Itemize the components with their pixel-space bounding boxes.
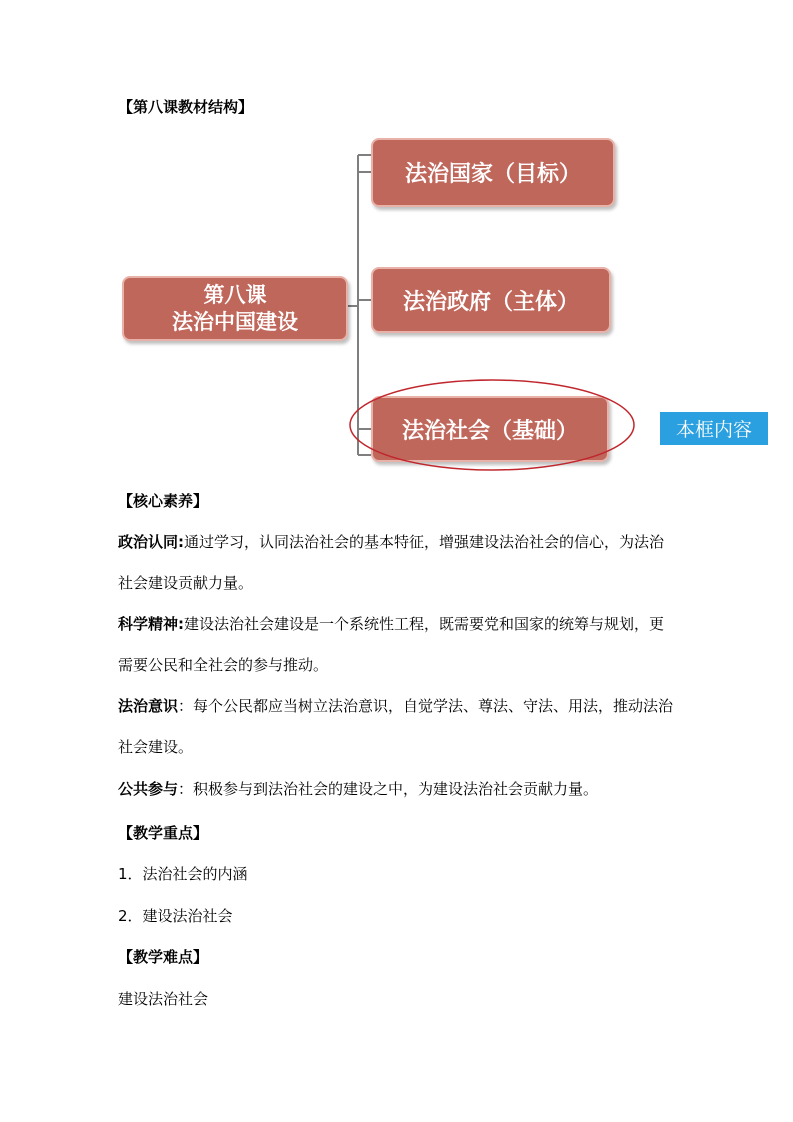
core-item-rule-of-law-awareness: [118, 686, 678, 768]
core-item-lead: 法治意识: [118, 697, 179, 715]
core-item-text: ：每个公民都应当树立法治意识，自觉学法、尊法、守法、用法，推动法治社会建设。: [118, 697, 674, 756]
focus-item: 1．法治社会的内涵: [118, 865, 248, 883]
core-item-text: 通过学习，认同法治社会的基本特征，增强建设法治社会的信心，为法治社会建设贡献力量。: [118, 533, 665, 592]
branch-box-rule-of-law-government: 法治政府（主体）: [371, 267, 611, 333]
root-title-line2: 法治中国建设: [172, 309, 298, 334]
root-box: [122, 276, 348, 341]
core-item-political-identity: [118, 522, 678, 604]
focus-heading: 【教学重点】: [118, 824, 209, 842]
difficulty-heading: 【教学难点】: [118, 948, 209, 966]
core-item-lead: 科学精神:: [118, 615, 184, 633]
core-item-lead: 公共参与: [118, 780, 179, 798]
core-heading: 【核心素养】: [118, 492, 209, 510]
core-item-text: 建设法治社会建设是一个系统性工程，既需要党和国家的统筹与规划，更需要公民和全社会的参与推动。: [118, 615, 665, 674]
structure-diagram: [0, 0, 793, 480]
branch-box-rule-of-law-state: 法治国家（目标）: [371, 138, 615, 207]
structure-heading: 【第八课教材结构】: [118, 98, 254, 116]
branch-box-rule-of-law-society: 法治社会（基础）: [371, 396, 609, 462]
difficulty-text: 建设法治社会: [118, 990, 209, 1008]
core-item-text: ：积极参与到法治社会的建设之中，为建设法治社会贡献力量。: [178, 780, 599, 798]
root-title-line1: 第八课: [203, 282, 267, 307]
core-item-lead: 政治认同:: [118, 533, 184, 551]
focus-item: 2．建设法治社会: [118, 907, 233, 925]
core-item-public-participation: [118, 769, 678, 810]
core-item-scientific-spirit: [118, 604, 678, 686]
frame-content-badge: 本框内容: [660, 412, 768, 445]
